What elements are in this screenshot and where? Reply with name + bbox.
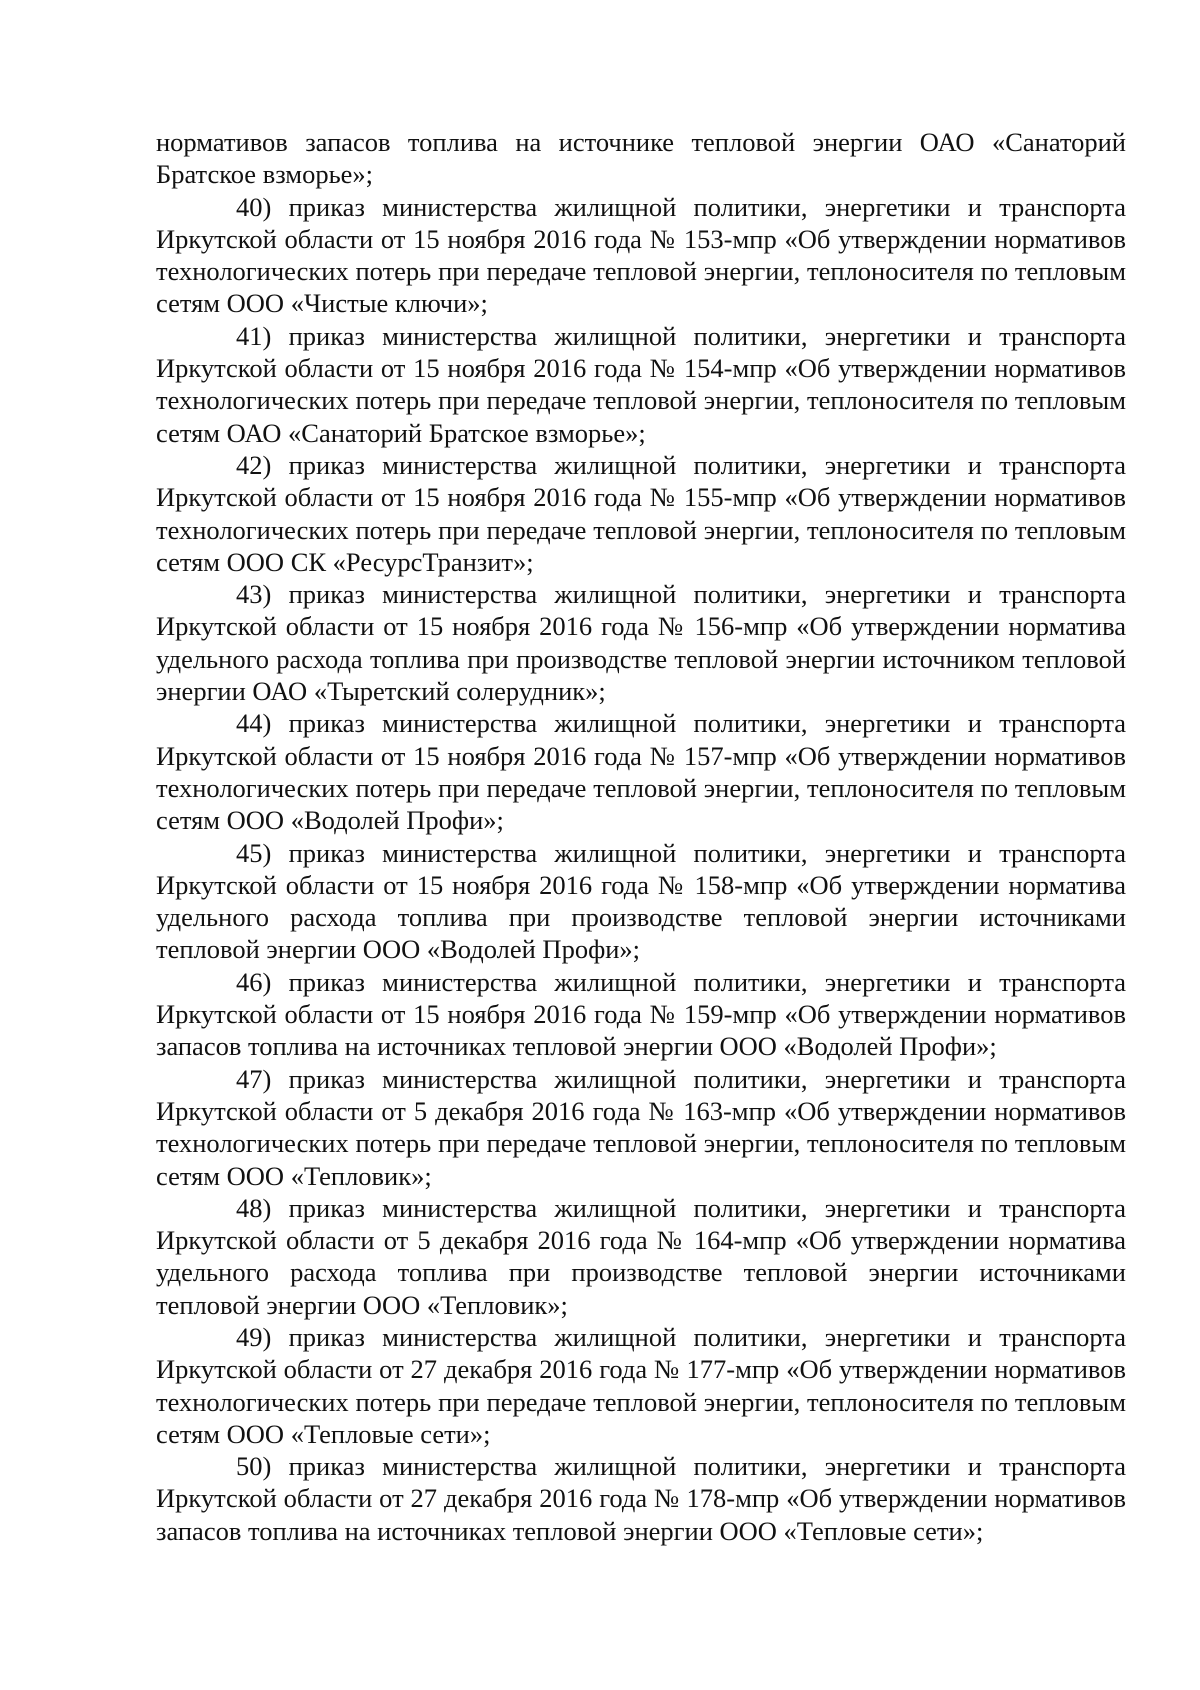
paragraph-item-45: 45) приказ министерства жилищной политики, энергетики и транспорта Иркутской области от 15 ноября 2016 года № 158-мпр «Об утверждении норматива удельного расхода топлива при производстве тепловой энергии источниками тепловой энергии ООО «Водолей Профи»; xyxy=(156,837,1126,965)
paragraph-item-50: 50) приказ министерства жилищной политики, энергетики и транспорта Иркутской области от 27 декабря 2016 года № 178-мпр «Об утверждении нормативов запасов топлива на источниках тепловой энергии ООО «Тепловые сети»; xyxy=(156,1451,1126,1546)
document-body xyxy=(156,126,1126,1547)
paragraph-item-41: 41) приказ министерства жилищной политики, энергетики и транспорта Иркутской области от 15 ноября 2016 года № 154-мпр «Об утверждении нормативов технологических потерь при передаче тепловой энергии, теплоносителя по тепловым сетям ОАО «Санаторий Братское взморье»; xyxy=(156,320,1126,448)
paragraph-item-47: 47) приказ министерства жилищной политики, энергетики и транспорта Иркутской области от 5 декабря 2016 года № 163-мпр «Об утверждении нормативов технологических потерь при передаче тепловой энергии, теплоносителя по тепловым сетям ООО «Тепловик»; xyxy=(156,1063,1126,1191)
paragraph-item-46: 46) приказ министерства жилищной политики, энергетики и транспорта Иркутской области от 15 ноября 2016 года № 159-мпр «Об утверждении нормативов запасов топлива на источниках тепловой энергии ООО «Водолей Профи»; xyxy=(156,966,1126,1062)
paragraph-item-43: 43) приказ министерства жилищной политики, энергетики и транспорта Иркутской области от 15 ноября 2016 года № 156-мпр «Об утверждении норматива удельного расхода топлива при производстве тепловой энергии источником тепловой энергии ОАО «Тыретский солерудник»; xyxy=(156,579,1126,707)
paragraph-continuation: нормативов запасов топлива на источнике тепловой энергии ОАО «Санаторий Братское взморье»; xyxy=(156,127,1126,190)
paragraph-item-48: 48) приказ министерства жилищной политики, энергетики и транспорта Иркутской области от 5 декабря 2016 года № 164-мпр «Об утверждении норматива удельного расхода топлива при производстве тепловой энергии источниками тепловой энергии ООО «Тепловик»; xyxy=(156,1192,1126,1320)
paragraph-item-40: 40) приказ министерства жилищной политики, энергетики и транспорта Иркутской области от 15 ноября 2016 года № 153-мпр «Об утверждении нормативов технологических потерь при передаче тепловой энергии, теплоносителя по тепловым сетям ООО «Чистые ключи»; xyxy=(156,191,1126,319)
paragraph-item-44: 44) приказ министерства жилищной политики, энергетики и транспорта Иркутской области от 15 ноября 2016 года № 157-мпр «Об утверждении нормативов технологических потерь при передаче тепловой энергии, теплоносителя по тепловым сетям ООО «Водолей Профи»; xyxy=(156,708,1126,836)
paragraph-item-42: 42) приказ министерства жилищной политики, энергетики и транспорта Иркутской области от 15 ноября 2016 года № 155-мпр «Об утверждении нормативов технологических потерь при передаче тепловой энергии, теплоносителя по тепловым сетям ООО СК «РесурсТранзит»; xyxy=(156,449,1126,577)
paragraph-item-49: 49) приказ министерства жилищной политики, энергетики и транспорта Иркутской области от 27 декабря 2016 года № 177-мпр «Об утверждении нормативов технологических потерь при передаче тепловой энергии, теплоносителя по тепловым сетям ООО «Тепловые сети»; xyxy=(156,1321,1126,1449)
